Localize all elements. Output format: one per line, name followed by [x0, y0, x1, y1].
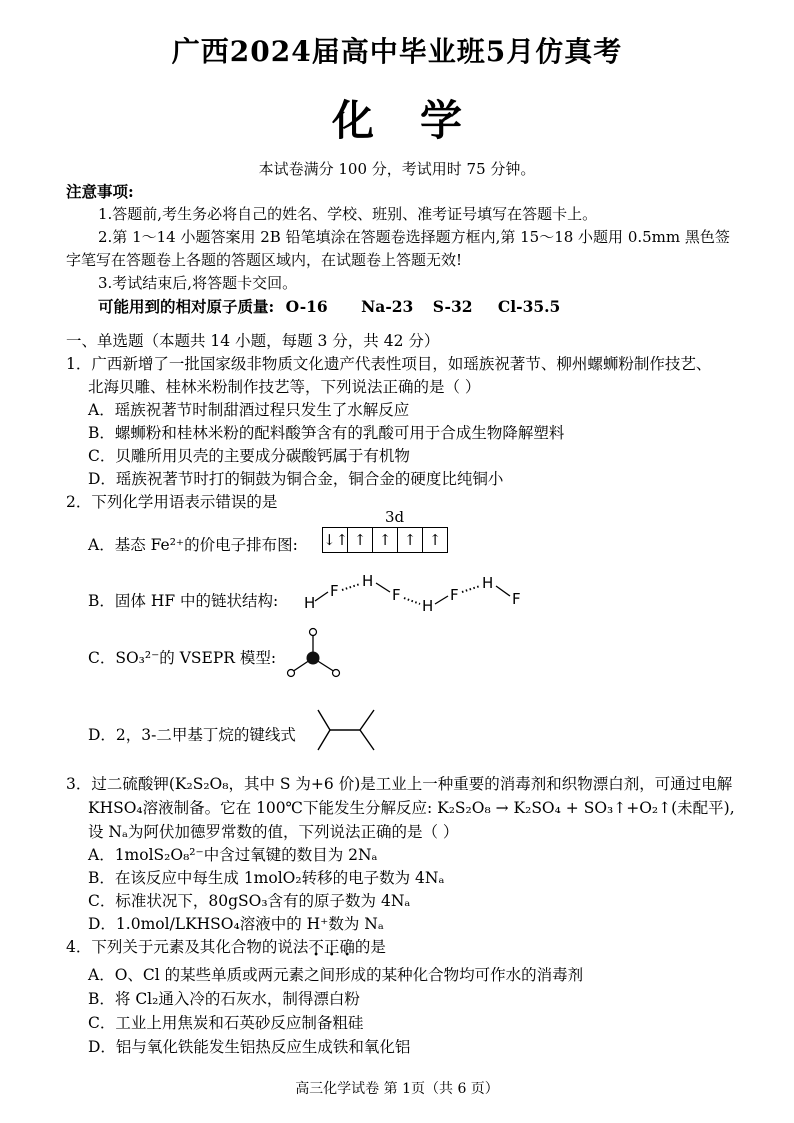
notice-item-3: 3.考试结束后,将答题卡交回。: [98, 274, 298, 292]
section-heading: 一、单选题（本题共 14 小题，每题 3 分，共 42 分）: [66, 332, 440, 350]
hf-atom: H: [362, 572, 374, 590]
q3-stem-line3: 设 Nₐ为阿伏加德罗常数的值，下列说法正确的是（ ）: [88, 823, 459, 841]
orbital-box: ↑: [398, 528, 423, 552]
q1-option-d: D．瑶族祝著节时打的铜鼓为铜合金，铜合金的硬度比纯铜小: [88, 470, 504, 488]
outer-atom: [288, 670, 295, 677]
hf-bond: [315, 592, 328, 601]
q4-stem-post: 的是: [354, 938, 386, 956]
atomic-mass-cl: Cl-35.5: [497, 297, 561, 316]
atomic-mass-o: O-16: [285, 297, 328, 316]
hf-hbond: [462, 586, 480, 592]
q4-option-d: D．铝与氧化铁能发生铝热反应生成铁和氧化铝: [88, 1038, 411, 1056]
hf-chain-diagram: [298, 568, 538, 618]
q4-stem: [66, 935, 386, 957]
hf-bond: [496, 586, 510, 596]
hf-bond: [435, 596, 448, 604]
hf-atom: F: [330, 582, 339, 600]
q4-emphasis-char: 不: [308, 938, 324, 956]
hf-atom: H: [304, 594, 316, 612]
hf-atom: F: [392, 586, 401, 604]
q1-option-a: A．瑶族祝著节时制甜酒过程只发生了水解反应: [88, 401, 410, 419]
q3-option-a: A．1molS₂O₈²⁻中含过氧键的数目为 2Nₐ: [88, 846, 378, 864]
q2-option-c: C．SO₃²⁻的 VSEPR 模型:: [88, 649, 277, 667]
q4-option-b: B．将 Cl₂通入冷的石灰水，制得漂白粉: [88, 990, 360, 1008]
hf-bond: [376, 583, 390, 592]
hf-atom: F: [512, 590, 521, 608]
q4-emphasis-char: 正: [323, 938, 340, 956]
atomic-mass-na: Na-23: [361, 297, 414, 316]
orbital-box: ↓↑: [323, 528, 348, 552]
q3-option-c: C．标准状况下，80gSO₃含有的原子数为 4Nₐ: [88, 892, 411, 910]
q4-option-a: A．O、Cl 的某些单质或两元素之间形成的某种化合物均可作水的消毒剂: [88, 966, 584, 984]
q3-stem-line1: 3．过二硫酸钾(K₂S₂O₈，其中 S 为+6 价)是工业上一种重要的消毒剂和织物漂白剂，可通过电解: [66, 775, 733, 793]
notice-item-1: 1.答题前,考生务必将自己的姓名、学校、班别、准考证号填写在答题卡上。: [98, 205, 598, 223]
orbital-box: ↑: [373, 528, 398, 552]
q2-option-d: D．2，3-二甲基丁烷的键线式: [88, 726, 296, 744]
notice-item-2: 2.第 1～14 小题答案用 2B 铅笔填涂在答题卷选择题方框内,第 15～18 小题用 0.5mm 黑色签: [98, 228, 730, 246]
q2-stem: 2．下列化学用语表示错误的是: [66, 493, 278, 511]
atomic-mass-s: S-32: [432, 297, 473, 316]
vsepr-model: [282, 624, 348, 682]
exam-info: 本试卷满分 100 分，考试用时 75 分钟。: [258, 160, 536, 178]
orbital-diagram: [322, 527, 448, 553]
q1-option-b: B．螺蛳粉和桂林米粉的配料酸笋含有的乳酸可用于合成生物降解塑料: [88, 424, 565, 442]
orbital-box: ↑: [348, 528, 373, 552]
hf-hbond: [404, 598, 420, 604]
orbital-box: ↑: [428, 531, 442, 549]
central-atom: [307, 652, 320, 665]
atomic-mass-line: [98, 295, 560, 317]
hf-hbond: [342, 584, 360, 590]
q1-option-c: C．贝雕所用贝壳的主要成分碳酸钙属于有机物: [88, 447, 410, 465]
outer-atom: [333, 670, 340, 677]
hf-atom: H: [422, 597, 434, 615]
q4-option-c: C．工业上用焦炭和石英砂反应制备粗硅: [88, 1014, 364, 1032]
skeletal-formula: [314, 706, 380, 754]
q1-stem-line1: 1．广西新增了一批国家级非物质文化遗产代表性项目，如瑶族祝著节、柳州螺蛳粉制作技艺、: [66, 355, 712, 373]
hf-atom: F: [450, 586, 459, 604]
subject-title: 化学: [331, 96, 508, 145]
notice-item-2-cont: 字笔写在答题卷上各题的答题区域内，在试题卷上答题无效!: [66, 251, 463, 269]
hf-atom: H: [482, 574, 494, 592]
q4-emphasis-char: 确: [339, 938, 355, 956]
notice-heading: 注意事项:: [66, 182, 134, 201]
page-footer: 高三化学试卷 第 1页（共 6 页）: [295, 1081, 499, 1097]
atomic-mass-label: 可能用到的相对原子质量:: [98, 297, 275, 316]
q3-option-d: D．1.0mol/LKHSO₄溶液中的 H⁺数为 Nₐ: [88, 915, 384, 933]
q1-stem-line2: 北海贝雕、桂林米粉制作技艺等，下列说法正确的是（ ）: [88, 378, 481, 396]
orbital-label: 3d: [385, 508, 405, 526]
q3-option-b: B．在该反应中每生成 1molO₂转移的电子数为 4Nₐ: [88, 869, 445, 887]
q3-stem-line2: KHSO₄溶液制备。它在 100℃下能发生分解反应: K₂S₂O₈ → K₂SO₄ + SO₃↑+O₂↑(未配平),: [88, 799, 735, 817]
q4-stem-pre: 4．下列关于元素及其化合物的说法: [66, 938, 309, 956]
outer-atom: [310, 629, 317, 636]
q2-option-a: A．基态 Fe²⁺的价电子排布图:: [88, 536, 298, 554]
exam-title: 广西2024届高中毕业班5月仿真考: [171, 35, 623, 68]
q2-option-b: B．固体 HF 中的链状结构:: [88, 592, 279, 610]
